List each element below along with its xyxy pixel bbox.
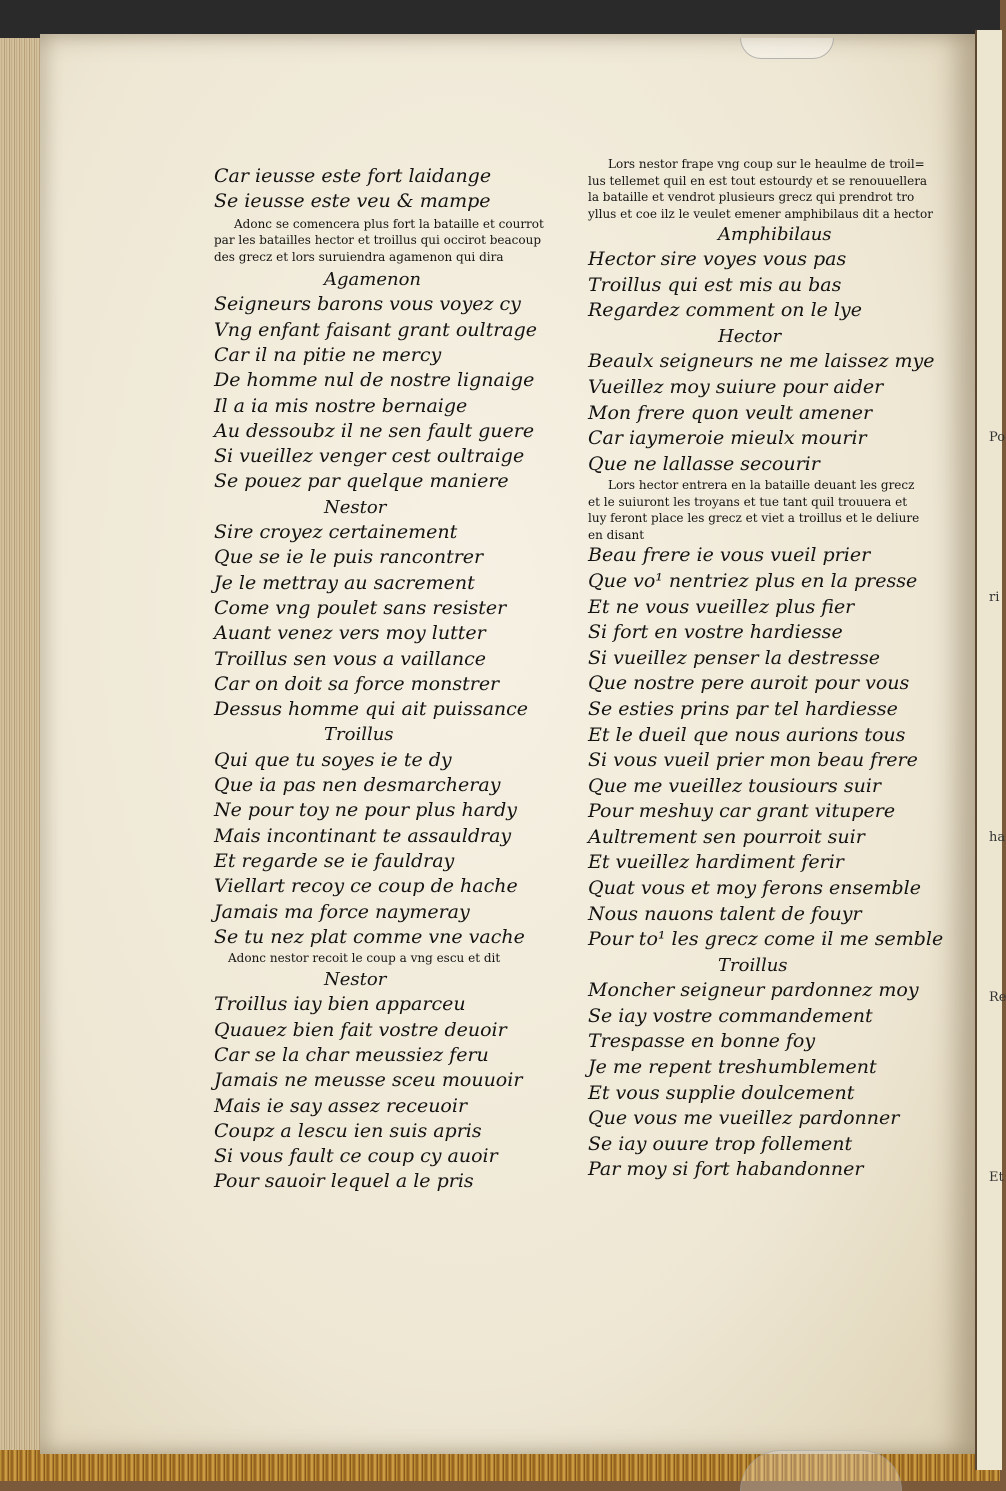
rubric-line: la bataille et vendrot plusieurs grecz qui prendrot tro [588, 190, 915, 204]
verse-line: Aultrement sen pourroit suir [588, 825, 865, 848]
verse-line: Quauez bien fait vostre deuoir [214, 1018, 507, 1041]
verse-line: Que ne lallasse secourir [588, 452, 820, 475]
verse-line: Que vo¹ nentriez plus en la presse [588, 569, 918, 592]
rubric-line: en disant [588, 527, 645, 542]
verse-line: Se iay vostre commandement [588, 1004, 873, 1027]
verse-line: Come vng poulet sans resister [214, 596, 507, 619]
page-clip [740, 38, 834, 59]
speaker-name: Amphibilaus [718, 224, 832, 245]
verse-line: Que vous me vueillez pardonner [588, 1107, 900, 1130]
adjacent-fragment: Re [989, 990, 1006, 1005]
verse-line: Mais incontinant te assauldray [214, 824, 512, 847]
rubric-line: et le suiuront les troyans et tue tant quil trouuera et [588, 494, 908, 509]
verse-line: Jamais ma force naymeray [214, 900, 470, 923]
rubric-line: lus tellemet quil en est tout estourdy et se renouuellera [588, 173, 928, 188]
speaker-name: Hector [718, 326, 782, 348]
left-column [214, 164, 594, 1195]
verse-line: Car iaymeroie mieulx mourir [588, 427, 867, 450]
rubric-line: luy feront place les grecz et viet a troillus et le deliure [588, 511, 920, 526]
verse-line: Se pouez par quelque maniere [214, 470, 509, 493]
verse-line: De homme nul de nostre lignaige [214, 369, 535, 392]
right-column [588, 156, 988, 1183]
stage-direction [214, 216, 594, 266]
verse-line: Regardez comment on le lye [588, 299, 862, 322]
verse-line: Pour to¹ les grecz come il me semble [588, 928, 944, 951]
verse-line: Ne pour toy ne pour plus hardy [214, 799, 518, 822]
adjacent-fragment: Po [989, 430, 1006, 445]
verse-line: Et ne vous vueillez plus fier [588, 595, 855, 618]
verse-line: Trespasse en bonne foy [588, 1030, 816, 1053]
stage-direction [588, 156, 988, 222]
verse-line: Viellart recoy ce coup de hache [214, 875, 518, 898]
verse-line: Je me repent treshumblement [588, 1055, 877, 1078]
corner-clip [740, 1450, 902, 1491]
verse-line: Beau frere ie vous vueil prier [588, 544, 871, 567]
verse-line: Car on doit sa force monstrer [214, 672, 500, 695]
verse-line: Si vous vueil prier mon beau frere [588, 749, 918, 772]
verse-line: Mais ie say assez receuoir [214, 1094, 468, 1117]
speaker-name: Nestor [324, 969, 387, 991]
verse-line: Car il na pitie ne mercy [214, 343, 442, 366]
verse-line: Pour meshuy car grant vitupere [588, 800, 896, 823]
speaker-name: Agamenon [324, 269, 421, 291]
book-page [40, 34, 975, 1454]
stage-direction [588, 477, 988, 543]
verse-line: Je le mettray au sacrement [214, 571, 475, 594]
rubric-line: Adonc se comencera plus fort la bataille et courrot [234, 216, 544, 231]
verse-line: Nous nauons talent de fouyr [588, 902, 862, 925]
verse-line: Se esties prins par tel hardiesse [588, 697, 898, 720]
verse-line: Se iay ouure trop follement [588, 1132, 853, 1155]
rubric-line: Lors nestor frape vng coup sur le heaulme de troil= [608, 157, 925, 171]
verse-line: Se tu nez plat comme vne vache [214, 925, 525, 948]
verse-line: Et regarde se ie fauldray [214, 849, 455, 872]
verse-line: Beaulx seigneurs ne me laissez mye [588, 350, 935, 373]
verse-line: Que nostre pere auroit pour vous [588, 672, 910, 695]
verse-line: Qui que tu soyes ie te dy [214, 748, 452, 771]
stage-direction: Adonc nestor recoit le coup a vng escu et dit [228, 951, 501, 966]
adjacent-fragment: ri [989, 590, 1000, 605]
verse-line: Pour sauoir lequel a le pris [214, 1170, 474, 1193]
rubric-line: par les batailles hector et troillus qui occirot beacoup [214, 233, 542, 248]
verse-line: Coupz a lescu ien suis apris [214, 1119, 482, 1142]
verse-line: Et vueillez hardiment ferir [588, 851, 844, 874]
verse-line: Auant venez vers moy lutter [214, 622, 486, 645]
verse-line: Que me vueillez tousiours suir [588, 774, 881, 797]
adjacent-fragment: ha [989, 830, 1006, 845]
verse-line: Car se la char meussiez feru [214, 1044, 489, 1066]
speaker-name: Nestor [324, 496, 387, 518]
speaker-name: Troillus [718, 954, 788, 976]
verse-line: Par moy si fort habandonner [588, 1158, 864, 1181]
verse-line: Troillus sen vous a vaillance [214, 647, 487, 670]
verse-line: Vng enfant faisant grant oultrage [214, 318, 538, 341]
speaker-name: Troillus [324, 724, 394, 746]
verse-line: Seigneurs barons vous voyez cy [214, 293, 521, 316]
verse-line: Moncher seigneur pardonnez moy [588, 979, 919, 1002]
verse-line: Sire croyez certainement [214, 521, 458, 544]
verse-line: Vueillez moy suiure pour aider [588, 375, 884, 398]
adjacent-fragment: Et [989, 1170, 1004, 1185]
verse-line: Et le dueil que nous aurions tous [588, 723, 906, 746]
verse-line: Dessus homme qui ait puissance [214, 698, 529, 721]
verse-line: Que ia pas nen desmarcheray [214, 774, 501, 797]
verse-line: Mon frere quon veult amener [588, 401, 873, 424]
page-edges [0, 38, 44, 1458]
rubric-line: des grecz et lors suruiendra agamenon qui dira [214, 249, 504, 264]
rubric-line: yllus et coe ilz le veulet emener amphibilaus dit a hector [588, 206, 933, 221]
rubric-line: Lors hector entrera en la bataille deuant les grecz [608, 478, 915, 493]
verse-line: Hector sire voyes vous pas [588, 248, 847, 271]
verse-line: Que se ie le puis rancontrer [214, 546, 484, 569]
verse-line: Si vous fault ce coup cy auoir [214, 1145, 498, 1168]
verse-line: Et vous supplie doulcement [588, 1081, 855, 1104]
verse-line: Jamais ne meusse sceu mouuoir [214, 1069, 523, 1092]
verse-line: Troillus qui est mis au bas [588, 273, 842, 296]
verse-line: Quat vous et moy ferons ensemble [588, 877, 921, 900]
verse-line: Car ieusse este fort laidange [214, 165, 492, 187]
verse-line: Si vueillez penser la destresse [588, 646, 880, 669]
verse-line: Si fort en vostre hardiesse [588, 621, 843, 644]
verse-line: Au dessoubz il ne sen fault guere [214, 419, 535, 442]
verse-line: Si vueillez venger cest oultraige [214, 445, 525, 468]
verse-line: Troillus iay bien apparceu [214, 993, 466, 1016]
verse-line: Il a ia mis nostre bernaige [214, 394, 468, 417]
verse-line: Se ieusse este veu & mampe [214, 190, 491, 213]
